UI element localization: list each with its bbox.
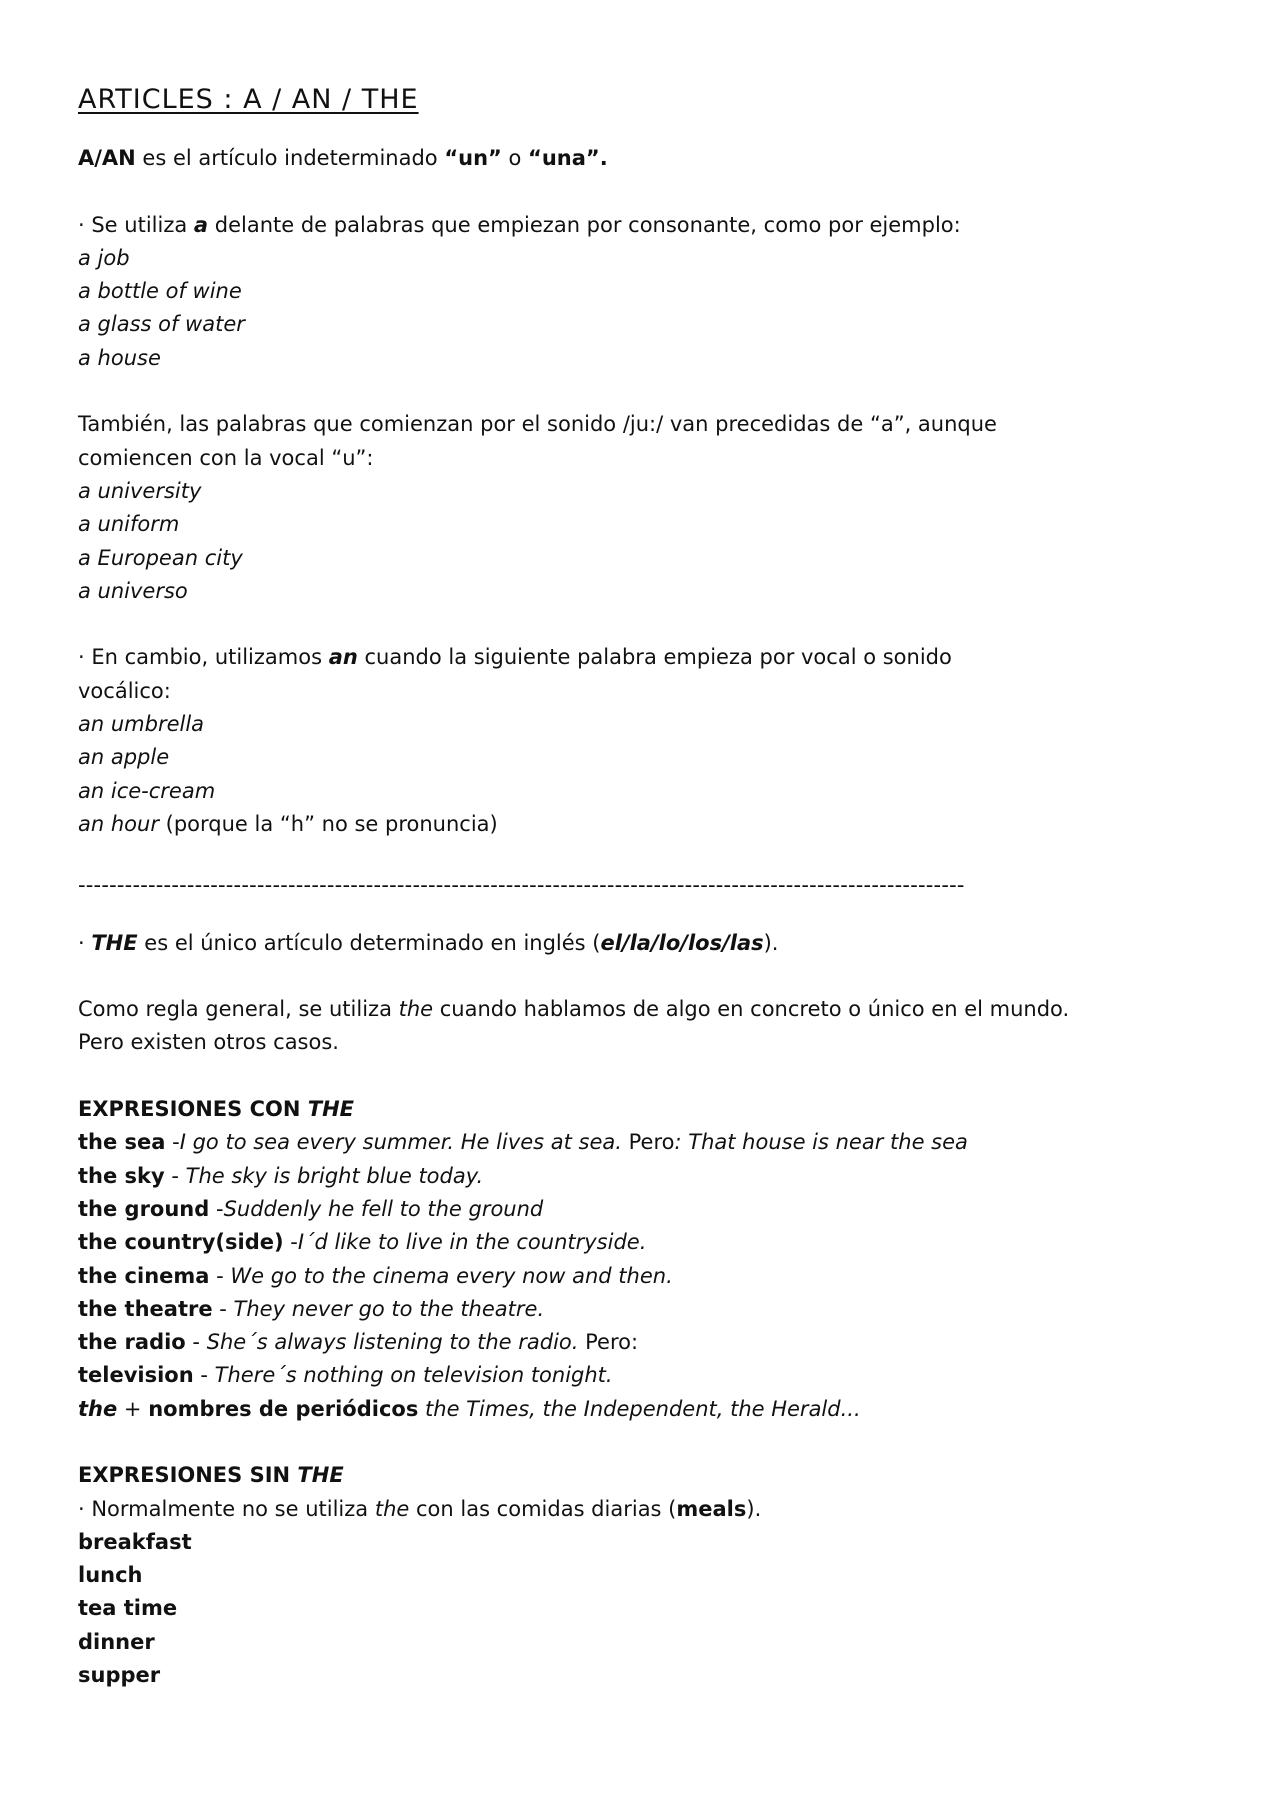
- section-heading-sin-the: EXPRESIONES SIN THE: [78, 1463, 344, 1488]
- meals-rule: · Normalmente no se utiliza the con las comidas diarias (meals).: [78, 1496, 762, 1521]
- expression-row: the radio - She´s always listening to the radio. Pero:: [78, 1330, 639, 1355]
- meal-item: lunch: [78, 1563, 143, 1588]
- expression-row: the country(side) -I´d like to live in the countryside.: [78, 1230, 647, 1255]
- newspapers-row: the + nombres de periódicos the Times, the Independent, the Herald...: [78, 1396, 861, 1421]
- an-example: an ice-cream: [78, 778, 216, 803]
- expression-row: the sky - The sky is bright blue today.: [78, 1163, 484, 1188]
- section-divider: ------------------------------------------------------------------------------------------------------------------: [78, 873, 965, 898]
- a-example: a glass of water: [78, 312, 245, 337]
- an-hour-example: an hour (porque la “h” no se pronuncia): [78, 811, 498, 836]
- document-page: [78, 80, 1208, 1692]
- ju-example: a European city: [78, 545, 243, 570]
- expression-row: the theatre - They never go to the theatre.: [78, 1296, 545, 1321]
- the-rule: · THE es el único artículo determinado en inglés (el/la/lo/los/las).: [78, 930, 779, 955]
- meal-item: breakfast: [78, 1529, 192, 1554]
- general-rule: Como regla general, se utiliza the cuando hablamos de algo en concreto o único en el mundo.: [78, 997, 1070, 1022]
- page-title: ARTICLES : A / AN / THE: [78, 84, 419, 115]
- intro-term: A/AN: [78, 146, 136, 170]
- ju-example: a universo: [78, 578, 188, 603]
- expression-row: the ground -Suddenly he fell to the ground: [78, 1196, 544, 1221]
- a-example: a house: [78, 345, 161, 370]
- ju-rule-line-1: También, las palabras que comienzan por el sonido /ju:/ van precedidas de “a”, aunque: [78, 412, 997, 437]
- ju-example: a university: [78, 478, 202, 503]
- ju-rule-line-2: comiencen con la vocal “u”:: [78, 445, 374, 470]
- general-rule-line-2: Pero existen otros casos.: [78, 1030, 339, 1055]
- expression-row: the sea -I go to sea every summer. He lives at sea. Pero: That house is near the sea: [78, 1130, 968, 1155]
- con-the-list: [78, 1126, 1208, 1426]
- intro-line: A/AN es el artículo indeterminado “un” o “una”.: [78, 146, 608, 170]
- meal-item: supper: [78, 1663, 161, 1688]
- a-rule: · Se utiliza a delante de palabras que empiezan por consonante, como por ejemplo:: [78, 212, 961, 237]
- a-example: a bottle of wine: [78, 279, 242, 304]
- expression-row: the cinema - We go to the cinema every now and then.: [78, 1263, 673, 1288]
- an-rule: · En cambio, utilizamos an cuando la siguiente palabra empieza por vocal o sonido: [78, 645, 952, 670]
- an-example: an umbrella: [78, 712, 205, 737]
- meal-item: dinner: [78, 1629, 155, 1654]
- meal-item: tea time: [78, 1596, 178, 1621]
- a-example: a job: [78, 245, 130, 270]
- expression-row: television - There´s nothing on television tonight.: [78, 1363, 613, 1388]
- ju-example: a uniform: [78, 512, 180, 537]
- an-example: an apple: [78, 745, 170, 770]
- section-heading-con-the: EXPRESIONES CON THE: [78, 1097, 354, 1122]
- meals-list: [78, 1526, 1208, 1692]
- an-rule-line-2: vocálico:: [78, 678, 171, 703]
